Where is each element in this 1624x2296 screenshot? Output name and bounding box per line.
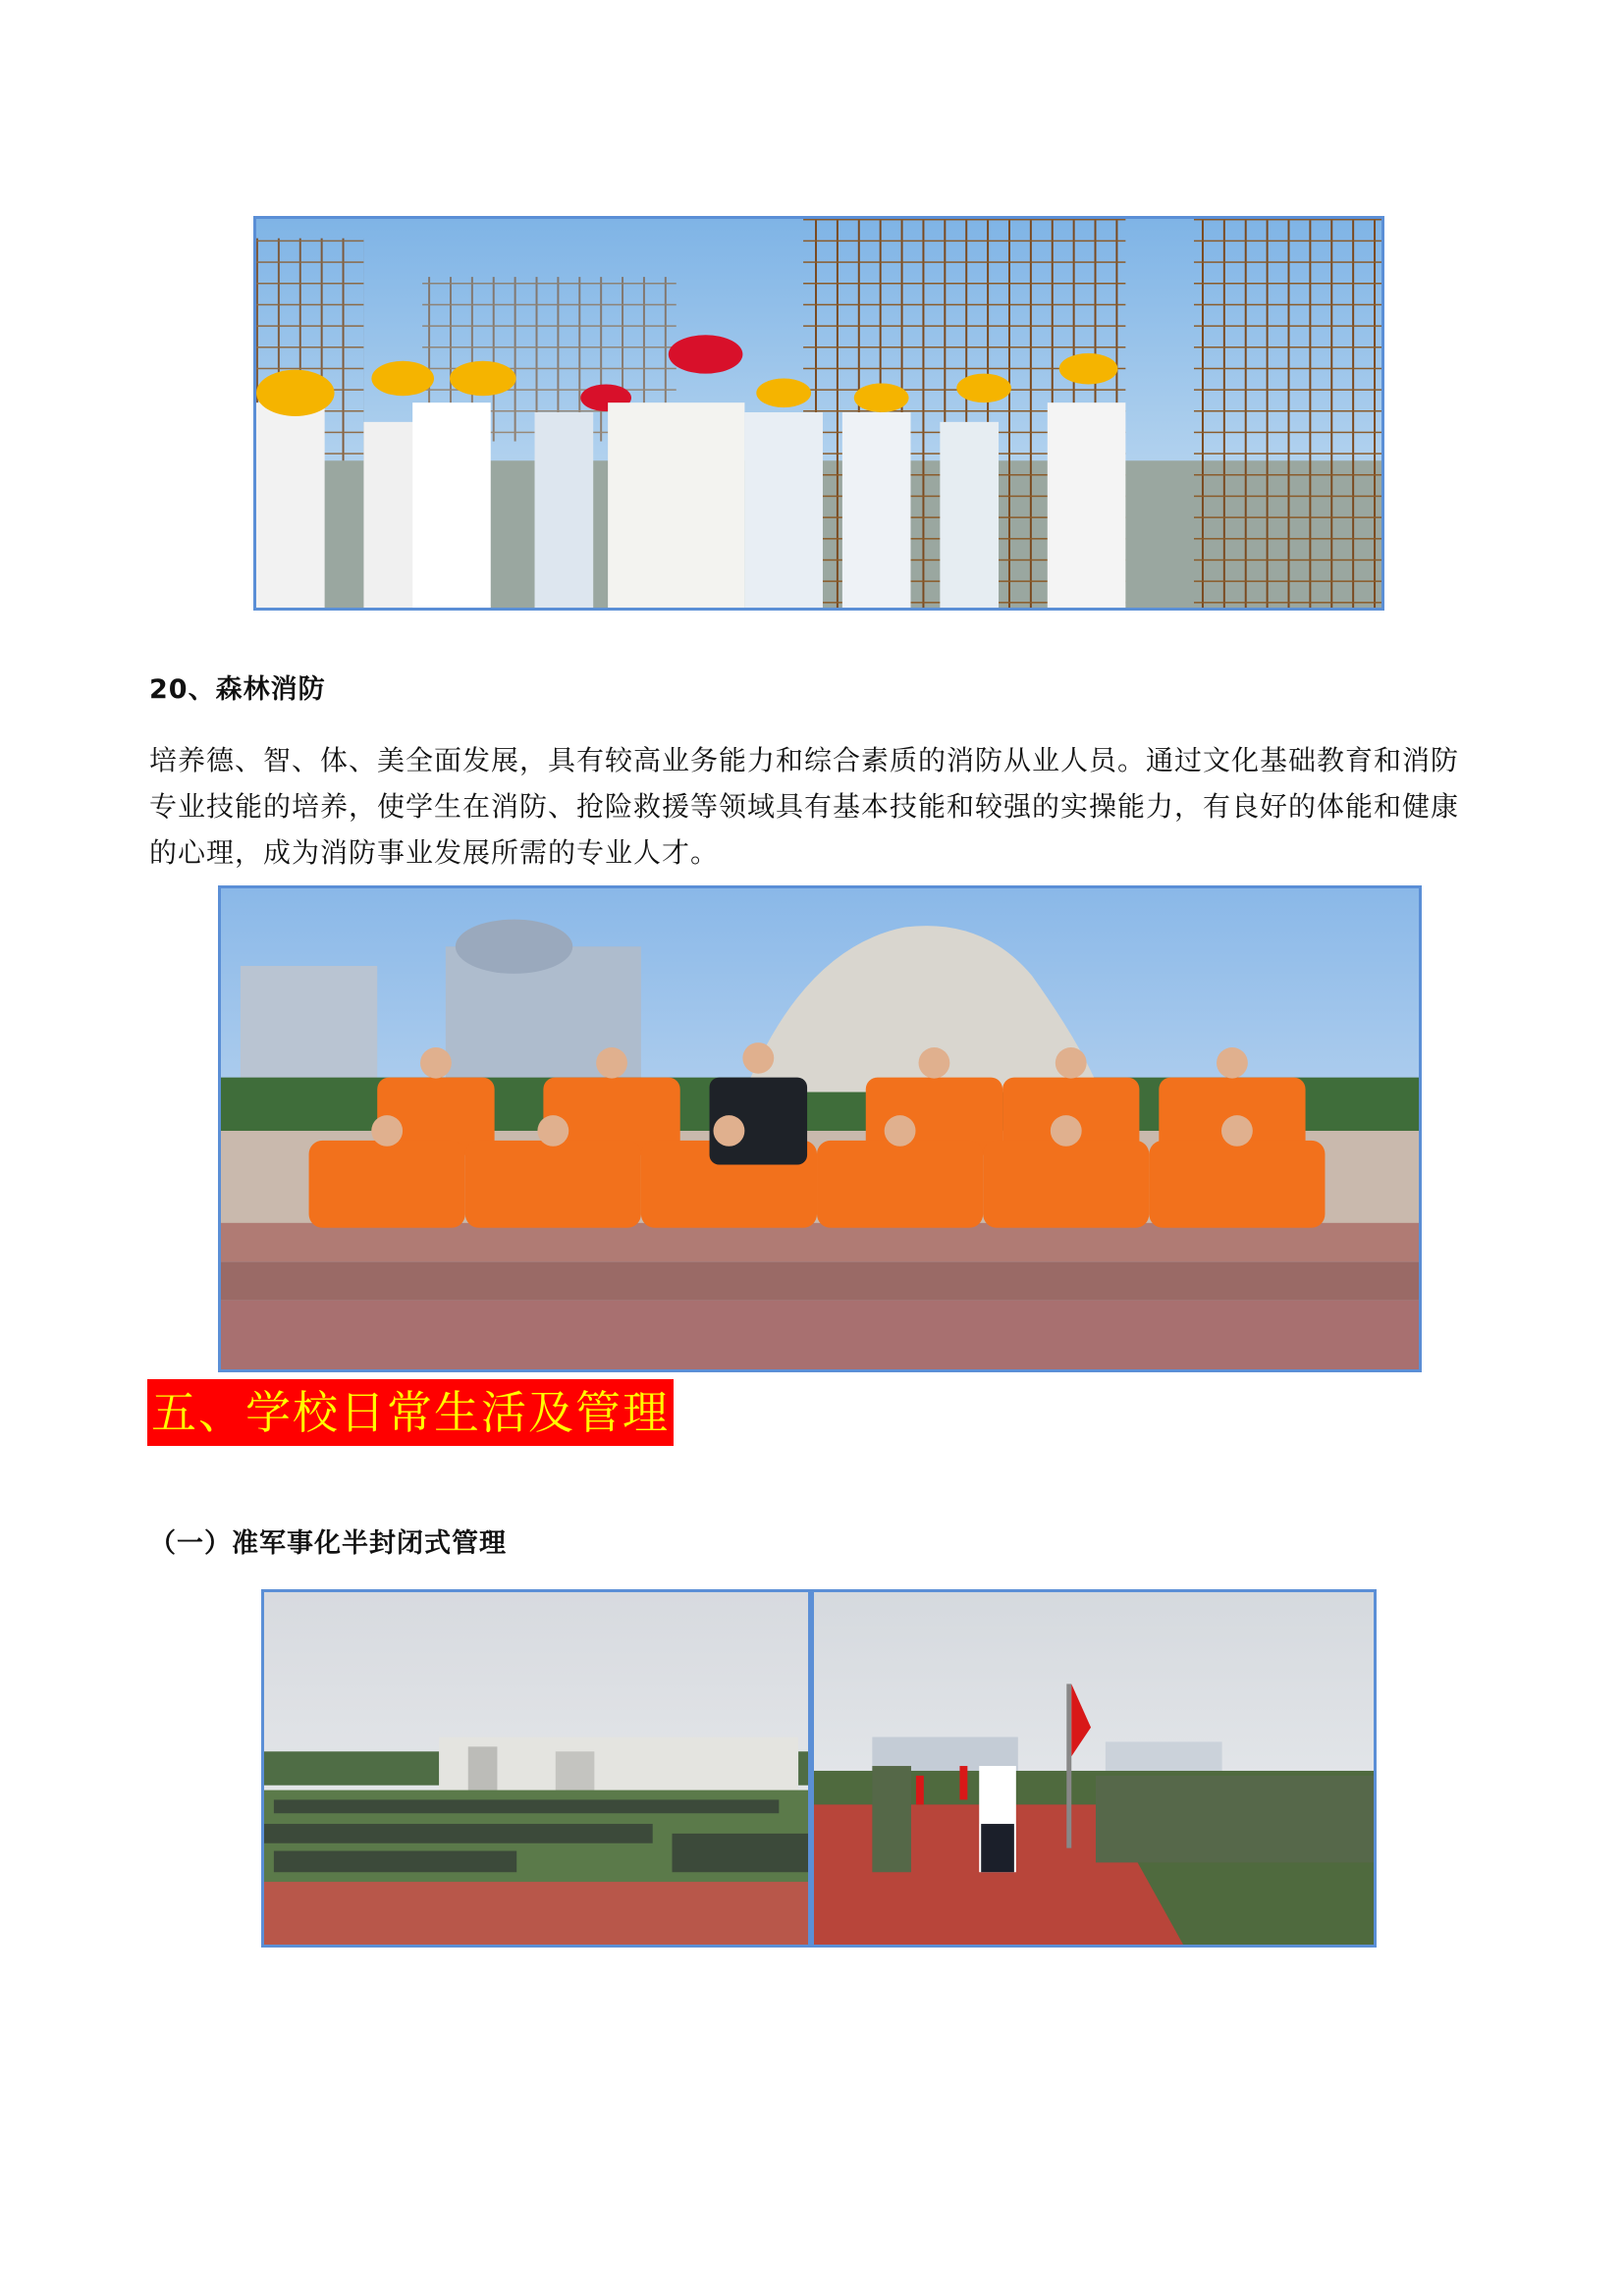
section-20-title: 20、森林消防 [149,674,326,705]
inspection-parade-photo [811,1589,1377,1948]
military-drill-field-photo [261,1589,811,1948]
firefighters-group-photo [218,885,1422,1372]
section-20-paragraph: 培养德、智、体、美全面发展，具有较高业务能力和综合素质的消防从业人员。通过文化基础教育和消防专业技能的培养，使学生在消防、抢险救援等领域具有基本技能和较强的实操能力，有良好的体能和健康的心理，成为消防事业发展所需的专业人才。 [149,744,1460,869]
subsection-1-title: （一）准军事化半封闭式管理 [149,1528,507,1559]
section-5-title: 五、学校日常生活及管理 [147,1379,674,1446]
construction-site-photo [253,216,1384,611]
